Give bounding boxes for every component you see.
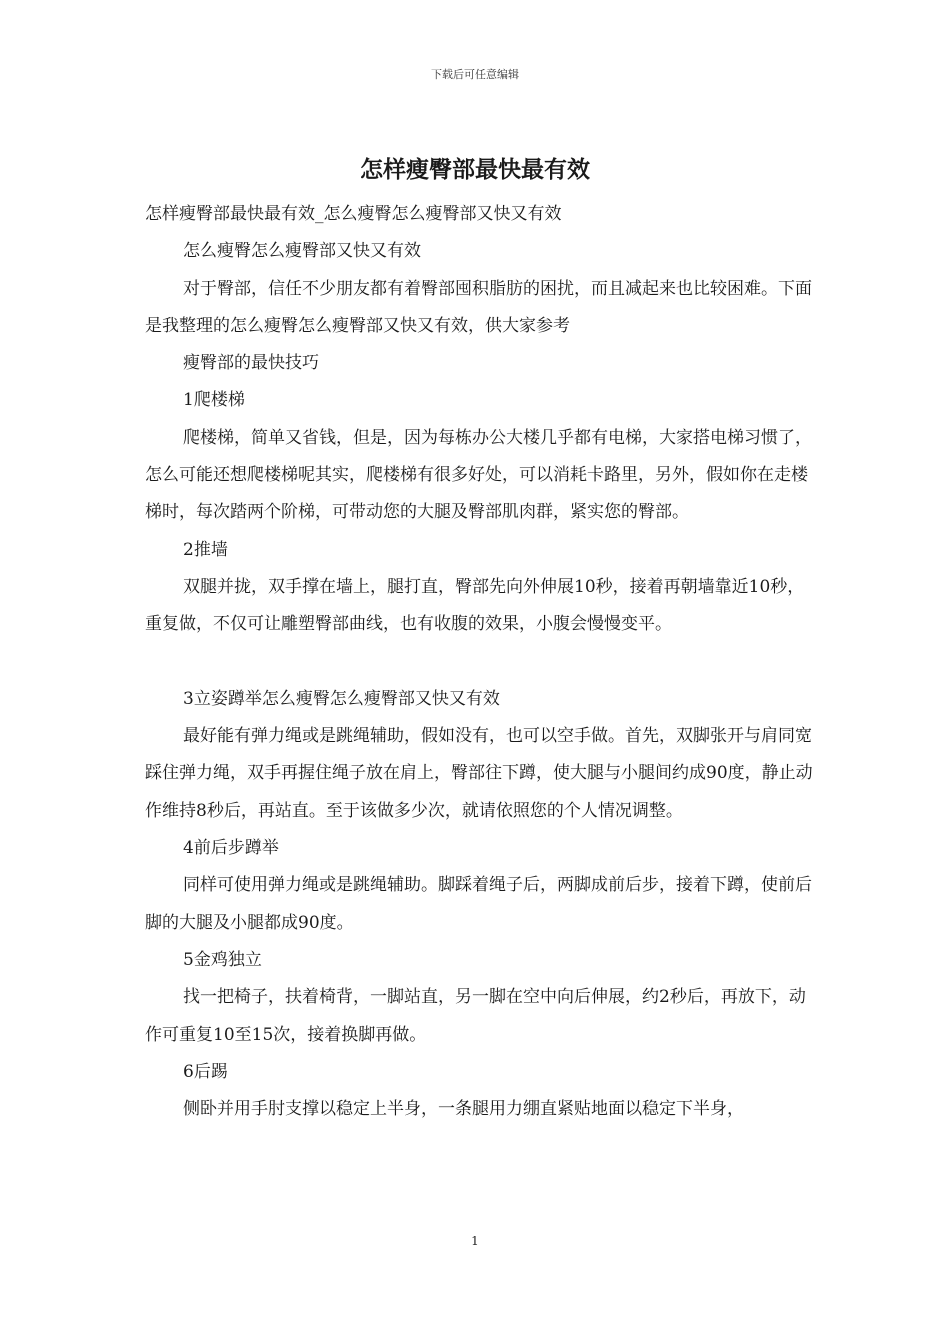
blank-line bbox=[145, 644, 813, 681]
item-heading-1: 1爬楼梯 bbox=[183, 390, 245, 411]
item-heading-3: 3立姿蹲举怎么瘦臀怎么瘦臀部又快又有效 bbox=[183, 688, 500, 709]
paragraph-back-kick: 侧卧并用手肘支撑以稳定上半身，一条腿用力绷直紧贴地面以稳定下半身， bbox=[183, 1099, 744, 1120]
paragraph-stairs: 爬楼梯，简单又省钱，但是，因为每栋办公大楼几乎都有电梯，大家搭电梯习惯了，怎么可能还想爬楼梯呢其实，爬楼梯有很多好处，可以消耗卡路里，另外，假如你在走楼梯时，每次踏两个阶梯，可带动您的大腿及臀部肌肉群，紧实您的臀部。 bbox=[145, 427, 812, 523]
header-note: 下载后可任意编辑 bbox=[431, 68, 519, 81]
document-title: 怎样瘦臀部最快最有效 bbox=[360, 156, 590, 183]
paragraph-squat: 最好能有弹力绳或是跳绳辅助，假如没有，也可以空手做。首先，双脚张开与肩同宽踩住弹力绳，双手再握住绳子放在肩上，臀部往下蹲，使大腿与小腿间约成90度，静止动作维持8秒后，再站直。至于该做多少次，就请依照您的个人情况调整。 bbox=[145, 726, 813, 821]
paragraph-heading-main: 怎么瘦臀怎么瘦臀部又快又有效 bbox=[183, 241, 421, 262]
paragraph-lunge: 同样可使用弹力绳或是跳绳辅助。脚踩着绳子后，两脚成前后步，接着下蹲，使前后脚的大腿及小腿都成90度。 bbox=[145, 875, 812, 933]
paragraph-single-leg: 找一把椅子，扶着椅背，一脚站直，另一脚在空中向后伸展，约2秒后，再放下，动作可重复10至15次，接着换脚再做。 bbox=[145, 987, 806, 1045]
item-heading-2: 2推墙 bbox=[183, 539, 228, 560]
document-body bbox=[145, 196, 813, 1128]
item-heading-4: 4前后步蹲举 bbox=[183, 838, 279, 859]
paragraph-wall-push: 双腿并拢，双手撑在墙上，腿打直，臀部先向外伸展10秒，接着再朝墙靠近10秒，重复做，不仅可让雕塑臀部曲线，也有收腹的效果，小腹会慢慢变平。 bbox=[145, 576, 805, 635]
page-number: 1 bbox=[471, 1234, 479, 1248]
item-heading-5: 5金鸡独立 bbox=[183, 949, 262, 970]
item-heading-6: 6后踢 bbox=[183, 1061, 228, 1082]
subtitle-line: 怎样瘦臀部最快最有效_怎么瘦臀怎么瘦臀部又快又有效 bbox=[145, 204, 562, 224]
paragraph-intro: 对于臀部，信任不少朋友都有着臀部囤积脂肪的困扰，而且减起来也比较困难。下面是我整理的怎么瘦臀怎么瘦臀部又快又有效，供大家参考 bbox=[145, 278, 812, 336]
section-heading-tips: 瘦臀部的最快技巧 bbox=[183, 353, 319, 374]
